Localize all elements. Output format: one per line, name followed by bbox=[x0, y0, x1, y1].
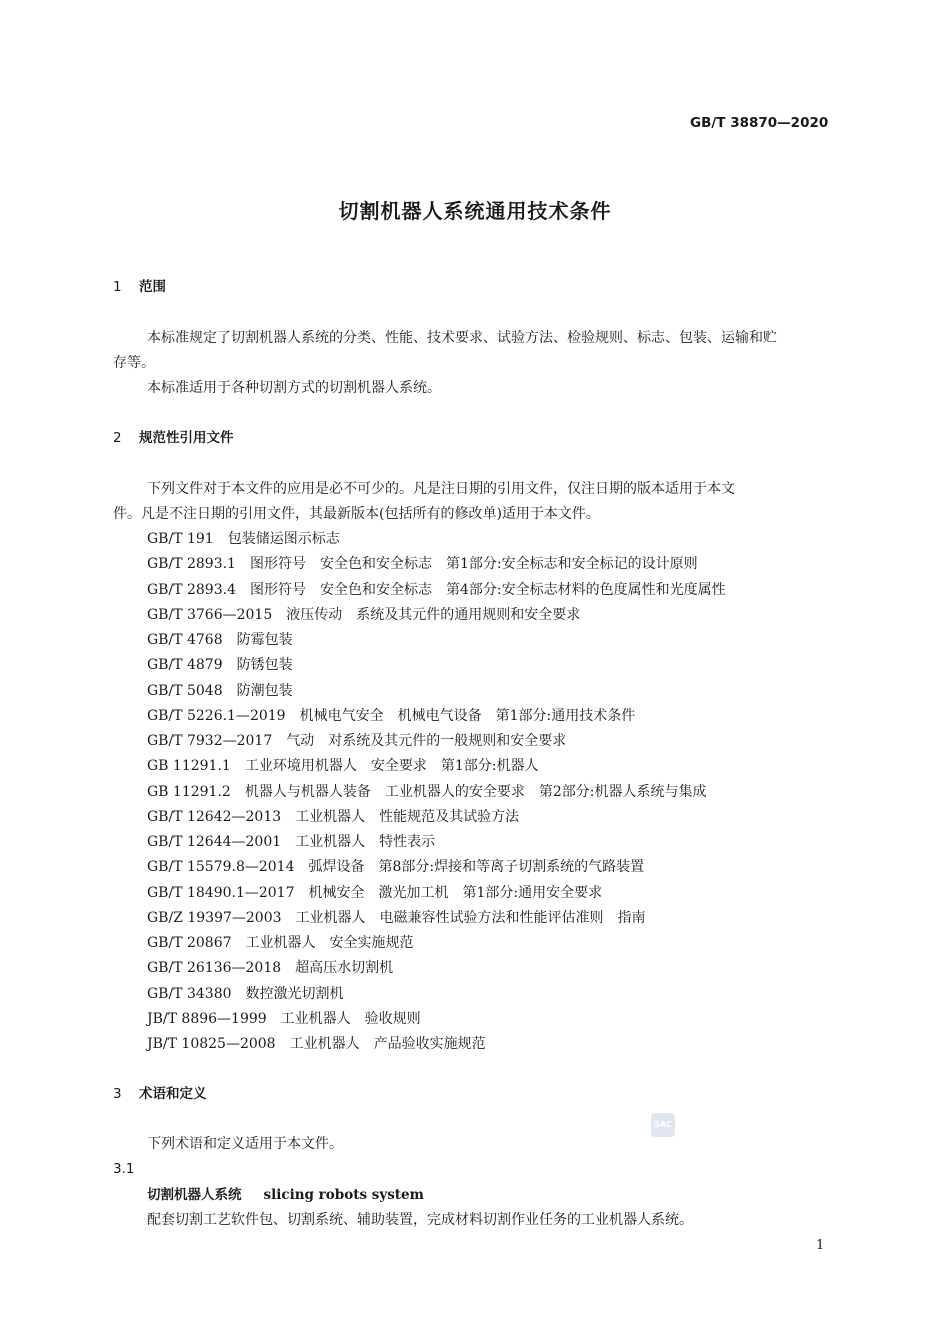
reference-item: GB/T 5226.1—2019 机械电气安全 机械电气设备 第1部分:通用技术条件 bbox=[147, 707, 636, 724]
section-title: 范围 bbox=[139, 279, 166, 295]
reference-item: GB/T 20867 工业机器人 安全实施规范 bbox=[147, 935, 414, 951]
reference-item: GB/T 18490.1—2017 机械安全 激光加工机 第1部分:通用安全要求 bbox=[147, 884, 603, 901]
section-number: 2 bbox=[113, 430, 122, 446]
reference-item: GB/T 2893.1 图形符号 安全色和安全标志 第1部分:安全标志和安全标记的设计原则 bbox=[147, 556, 698, 573]
reference-item: GB/T 7932—2017 气动 对系统及其元件的一般规则和安全要求 bbox=[147, 733, 567, 749]
reference-item: GB/T 34380 数控激光切割机 bbox=[147, 985, 344, 1002]
reference-item: GB/T 4768 防霉包装 bbox=[147, 632, 293, 648]
term-english: slicing robots system bbox=[263, 1187, 424, 1203]
section-3-heading bbox=[113, 1084, 207, 1104]
paragraph: 下列术语和定义适用于本文件。 bbox=[147, 1136, 343, 1152]
reference-item: GB 11291.1 工业环境用机器人 安全要求 第1部分:机器人 bbox=[147, 758, 539, 775]
page-title: 切割机器人系统通用技术条件 bbox=[338, 199, 612, 223]
term-entry bbox=[147, 1185, 424, 1205]
section-1-heading bbox=[113, 277, 166, 297]
reference-item: GB 11291.2 机器人与机器人装备 工业机器人的安全要求 第2部分:机器人系统与集成 bbox=[147, 783, 707, 800]
reference-item: JB/T 8896—1999 工业机器人 验收规则 bbox=[147, 1010, 421, 1027]
sac-watermark-logo: SAC bbox=[651, 1113, 675, 1137]
reference-item: GB/T 26136—2018 超高压水切割机 bbox=[147, 960, 394, 977]
section-number: 1 bbox=[113, 279, 122, 295]
paragraph: 本标准规定了切割机器人系统的分类、性能、技术要求、试验方法、检验规则、标志、包装、运输和贮 bbox=[147, 330, 777, 346]
paragraph: 件。凡是不注日期的引用文件，其最新版本(包括所有的修改单)适用于本文件。 bbox=[113, 506, 600, 522]
paragraph: 存等。 bbox=[113, 355, 155, 371]
reference-item: GB/T 3766—2015 液压传动 系统及其元件的通用规则和安全要求 bbox=[147, 606, 581, 623]
section-title: 术语和定义 bbox=[139, 1086, 207, 1102]
reference-item: GB/T 2893.4 图形符号 安全色和安全标志 第4部分:安全标志材料的色度属性和光度属性 bbox=[147, 581, 726, 598]
reference-item: GB/T 191 包装储运图示标志 bbox=[147, 531, 340, 547]
section-number: 3 bbox=[113, 1086, 122, 1102]
paragraph: 本标准适用于各种切割方式的切割机器人系统。 bbox=[147, 380, 441, 396]
term-definition: 配套切割工艺软件包、切割系统、辅助装置，完成材料切割作业任务的工业机器人系统。 bbox=[147, 1212, 693, 1228]
reference-item: GB/T 4879 防锈包装 bbox=[147, 657, 293, 674]
standard-code: GB/T 38870—2020 bbox=[690, 115, 829, 131]
reference-item: JB/T 10825—2008 工业机器人 产品验收实施规范 bbox=[147, 1036, 486, 1052]
reference-item: GB/Z 19397—2003 工业机器人 电磁兼容性试验方法和性能评估准则 指南 bbox=[147, 909, 646, 926]
reference-item: GB/T 15579.8—2014 弧焊设备 第8部分:焊接和等离子切割系统的气路装置 bbox=[147, 859, 645, 876]
reference-item: GB/T 12642—2013 工业机器人 性能规范及其试验方法 bbox=[147, 808, 520, 825]
term-number: 3.1 bbox=[113, 1161, 135, 1177]
section-2-heading bbox=[113, 428, 234, 448]
page-number: 1 bbox=[816, 1238, 825, 1253]
section-title: 规范性引用文件 bbox=[139, 430, 234, 446]
reference-item: GB/T 5048 防潮包装 bbox=[147, 682, 293, 699]
paragraph: 下列文件对于本文件的应用是必不可少的。凡是注日期的引用文件，仅注日期的版本适用于本文 bbox=[147, 481, 735, 497]
term-chinese: 切割机器人系统 bbox=[147, 1187, 242, 1203]
reference-item: GB/T 12644—2001 工业机器人 特性表示 bbox=[147, 834, 436, 850]
